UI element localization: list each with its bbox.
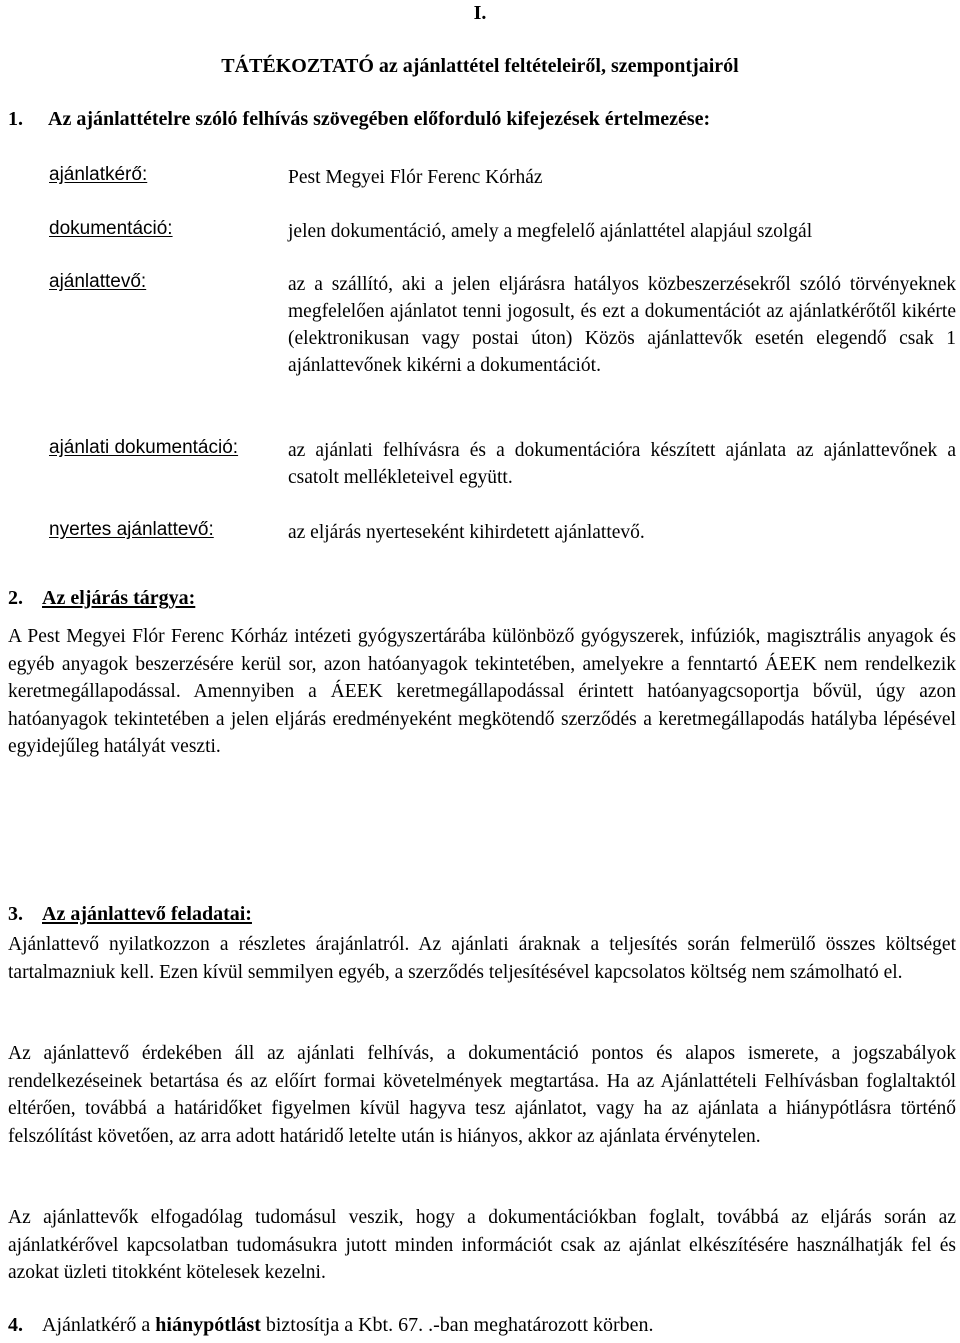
section-4-emphasis: hiánypótlást bbox=[155, 1314, 261, 1336]
section-2-heading bbox=[8, 587, 195, 610]
section-3-paragraph: Az ajánlattevők elfogadólag tudomásul veszik, hogy a dokumentációkban foglalt, továbbá az eljárás során az ajánlatkérővel kapcsolatban tudomásukra jutott minden információt csak az ajánlat elkészítésére használhatják fel és azokat üzleti titokként kötelesek kezelni. bbox=[8, 1207, 956, 1283]
section-1-title: Az ajánlattételre szóló felhívás szövegében előforduló kifejezések értelmezése: bbox=[48, 108, 711, 130]
definition-term: nyertes ajánlattevő: bbox=[49, 519, 214, 540]
section-2-title: Az eljárás tárgya: bbox=[42, 587, 196, 609]
section-4-text-before: Ajánlatkérő a bbox=[42, 1314, 156, 1336]
definition-desc: az eljárás nyerteseként kihirdetett ajánlattevő. bbox=[288, 522, 645, 543]
definition-term: ajánlati dokumentáció: bbox=[49, 437, 239, 458]
definition-desc: az a szállító, aki a jelen eljárásra hatályos közbeszerzésekről szóló törvényeknek megfelelően ajánlatot tenni jogosult, és ezt a dokumentációt az ajánlatkérőtől kikérte (elektronikusan vagy postai úton) Közös ajánlattevők esetén elegendő csak 1 ajánlattevőnek kikérni a dokumentációt. bbox=[288, 274, 956, 376]
definition-desc: az ajánlati felhívásra és a dokumentációra készített ajánlata az ajánlattevőnek a csatolt mellékleteivel együtt. bbox=[288, 440, 956, 488]
section-4-number: 4. bbox=[8, 1314, 23, 1336]
definition-term: ajánlatkérő: bbox=[49, 164, 148, 185]
section-3-heading bbox=[8, 903, 252, 926]
document-title: TÁTÉKOZTATÓ az ajánlattétel feltételeiről, szempontjairól bbox=[221, 55, 739, 77]
section-4-text-after: biztosítja a Kbt. 67. .-ban meghatározott körben. bbox=[260, 1314, 654, 1336]
section-3-title: Az ajánlattevő feladatai: bbox=[42, 903, 252, 925]
section-3-paragraph: Ajánlattevő nyilatkozzon a részletes árajánlatról. Az ajánlati áraknak a teljesítés során felmerülő összes költséget tartalmazniuk kell. Ezen kívül semmilyen egyéb, a szerződés teljesítésével kapcsolatos költség nem számolható el. bbox=[8, 934, 956, 983]
definition-desc: jelen dokumentáció, amely a megfelelő ajánlattétel alapjául szolgál bbox=[288, 221, 813, 242]
chapter-number: I. bbox=[473, 2, 487, 24]
section-3-paragraph: Az ajánlattevő érdekében áll az ajánlati felhívás, a dokumentáció pontos és alapos ismerete, a jogszabályok rendelkezéseinek betartása és az előírt formai követelmények megtartása. Ha az Ajánlattételi Felhívásban foglaltaktól eltérően, továbbá a határidőket figyelmen kívül hagyva tesz ajánlatot, vagy ha az ajánlata a hiánypótlásra történő felszólítást követően, az arra adott határidő letelte után is hiányos, akkor az ajánlata érvénytelen. bbox=[8, 1043, 956, 1147]
section-2-paragraph: A Pest Megyei Flór Ferenc Kórház intézeti gyógyszertárába különböző gyógyszerek, infúziók, magisztrális anyagok és egyéb anyagok beszerzésére kerül sor, azon hatóanyagok tekintetében, amelyekre a fenntartó ÁEEK nem rendelkezik keretmegállapodással. Amennyiben a ÁEEK keretmegállapodással érintett hatóanyagcsoportja bővül, úgy azon hatóanyagok tekintetében a jelen eljárás eredményeként megkötendő szerződés a keretmegállapodás hatályba lépésével egyidejűleg hatályát veszti. bbox=[8, 626, 956, 757]
definition-term: ajánlattevő: bbox=[49, 271, 147, 292]
section-3-number: 3. bbox=[8, 903, 23, 925]
definition-term: dokumentáció: bbox=[49, 218, 173, 239]
definition-desc: Pest Megyei Flór Ferenc Kórház bbox=[288, 167, 543, 188]
section-4-line bbox=[8, 1314, 654, 1337]
section-1-heading bbox=[8, 108, 958, 131]
section-2-number: 2. bbox=[8, 587, 23, 609]
section-1-number: 1. bbox=[8, 108, 23, 130]
